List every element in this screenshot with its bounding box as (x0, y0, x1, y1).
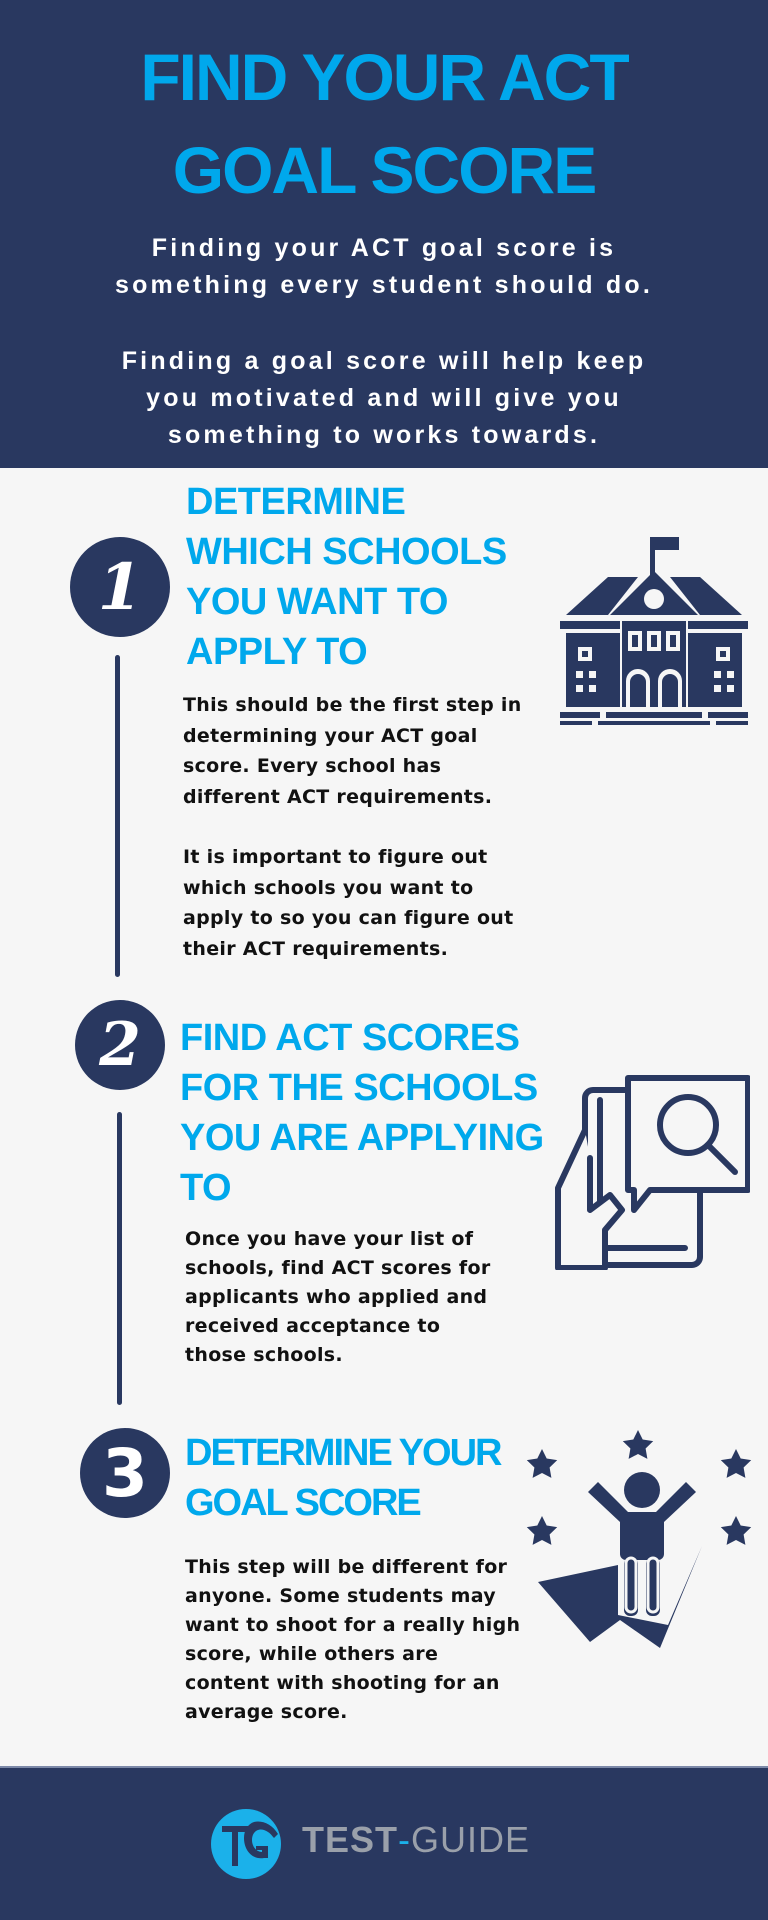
body-line: determining your ACT goal (183, 724, 478, 747)
body-line: those schools. (185, 1344, 343, 1366)
body-line: This should be the first step in (183, 694, 522, 716)
heading-line: FOR THE SCHOOLS (180, 1067, 538, 1109)
step-2-paragraph-1 (185, 1225, 491, 1370)
achiever-stars-icon (520, 1420, 768, 1660)
step-1-body (183, 690, 522, 964)
timeline-connector-1 (115, 655, 120, 977)
step-2-body (185, 1225, 491, 1370)
heading-line: TO (180, 1167, 232, 1209)
step-3-body (185, 1553, 520, 1727)
body-line: anyone. Some students may (185, 1585, 496, 1607)
page-title-line-2: GOAL SCORE (172, 133, 596, 207)
step-number: 3 (102, 1434, 148, 1512)
heading-line: WHICH SCHOOLS (186, 531, 507, 573)
body-line: apply to so you can figure out (183, 907, 514, 929)
body-line: score. Every school has (183, 755, 442, 777)
intro-line: something to works towards. (167, 421, 601, 449)
body-line: content with shooting for an (185, 1672, 500, 1694)
body-line: It is important to figure out (183, 846, 488, 868)
step-1-number-badge (70, 537, 170, 637)
heading-line: GOAL SCORE (185, 1482, 420, 1524)
step-1-heading (186, 477, 507, 677)
intro-line: you motivated and will give you (146, 384, 622, 412)
intro-line: Finding your ACT goal score is (151, 234, 617, 262)
tablet-search-icon (550, 1070, 750, 1270)
step-number: 2 (99, 1010, 141, 1080)
heading-line: DETERMINE YOUR (185, 1432, 501, 1474)
test-guide-logo-icon[interactable] (208, 1806, 284, 1882)
step-3-heading (185, 1428, 500, 1528)
heading-line: YOU ARE APPLYING (180, 1117, 544, 1159)
body-line: received acceptance to (185, 1315, 441, 1337)
heading-line: FIND ACT SCORES (180, 1017, 520, 1059)
body-line: different ACT requirements. (183, 785, 493, 808)
body-line: applicants who applied and (185, 1286, 488, 1308)
intro-paragraph-1 (0, 230, 768, 304)
intro-line: Finding a goal score will help keep (121, 347, 647, 375)
intro-paragraph-2 (0, 343, 768, 454)
intro-line: something every student should do. (114, 271, 653, 299)
body-line: Once you have your list of (185, 1228, 474, 1250)
step-2-heading (180, 1013, 544, 1213)
school-building-icon (558, 535, 750, 725)
heading-line: APPLY TO (186, 631, 368, 673)
heading-line: DETERMINE (186, 481, 406, 523)
body-line: score, while others are (185, 1643, 439, 1665)
step-number: 1 (97, 549, 143, 625)
body-line: their ACT requirements. (183, 937, 449, 960)
timeline-connector-2 (117, 1112, 122, 1405)
step-3-number-badge (80, 1428, 170, 1518)
body-line: which schools you want to (183, 876, 474, 899)
step-1-paragraph-1 (183, 690, 522, 812)
body-line: schools, find ACT scores for (185, 1257, 491, 1279)
step-2-number-badge (75, 1000, 165, 1090)
body-line: average score. (185, 1701, 348, 1723)
heading-line: YOU WANT TO (186, 581, 448, 623)
page-title-line-1: FIND YOUR ACT (140, 40, 628, 114)
brand-word-test: TEST (302, 1819, 399, 1860)
brand-dash: - (398, 1819, 412, 1860)
body-line: want to shoot for a really high (185, 1614, 521, 1636)
brand-word-guide: GUIDE (411, 1819, 531, 1860)
body-line: This step will be different for (185, 1556, 508, 1578)
brand-wordmark[interactable] (302, 1819, 531, 1860)
step-1-paragraph-2 (183, 842, 522, 964)
step-3-paragraph-1 (185, 1553, 520, 1727)
